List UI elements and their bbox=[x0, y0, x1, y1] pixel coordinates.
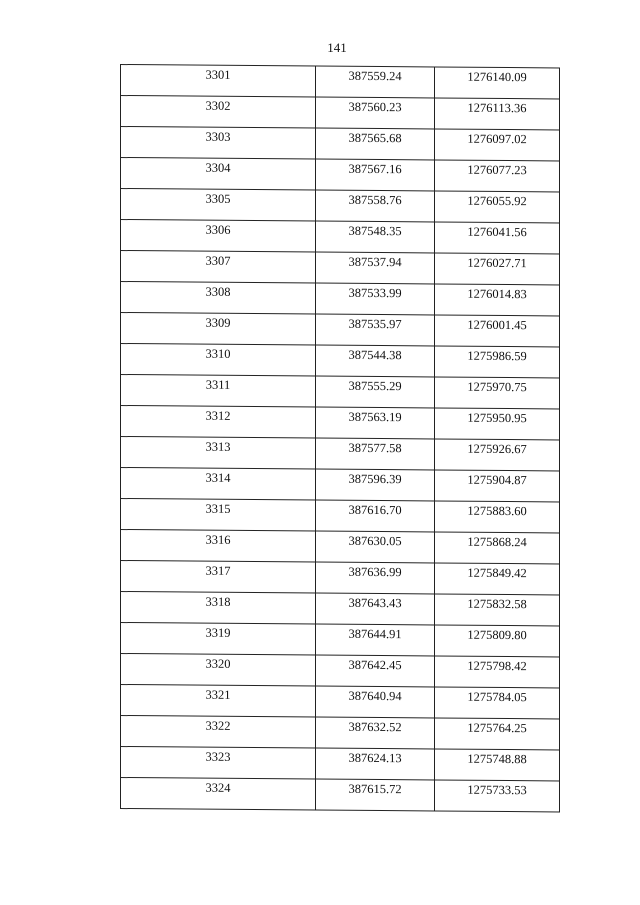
x-coordinate-cell bbox=[316, 190, 435, 222]
table-row bbox=[121, 747, 560, 781]
point-id-cell-text: 3302 bbox=[205, 98, 231, 113]
point-id-cell-text: 3311 bbox=[205, 377, 231, 392]
point-id-cell-text: 3319 bbox=[205, 625, 231, 640]
y-coordinate-cell bbox=[435, 687, 560, 719]
point-id-cell-text: 3323 bbox=[205, 749, 231, 764]
y-coordinate-cell-text: 1275764.25 bbox=[467, 720, 527, 736]
x-coordinate-cell bbox=[316, 779, 435, 811]
table-row bbox=[121, 344, 560, 378]
coordinates-table bbox=[120, 64, 560, 812]
point-id-cell bbox=[121, 220, 316, 253]
table-row bbox=[121, 592, 560, 626]
y-coordinate-cell bbox=[435, 625, 560, 657]
x-coordinate-cell-text: 387544.38 bbox=[348, 347, 402, 363]
y-coordinate-cell bbox=[435, 253, 560, 285]
point-id-cell bbox=[121, 127, 316, 160]
y-coordinate-cell bbox=[435, 129, 560, 161]
x-coordinate-cell-text: 387533.99 bbox=[348, 285, 402, 301]
y-coordinate-cell bbox=[435, 315, 560, 347]
point-id-cell-text: 3308 bbox=[205, 284, 231, 299]
y-coordinate-cell bbox=[435, 191, 560, 223]
point-id-cell-text: 3318 bbox=[205, 594, 231, 609]
point-id-cell-text: 3322 bbox=[205, 718, 231, 733]
y-coordinate-cell-text: 1275868.24 bbox=[467, 534, 527, 550]
x-coordinate-cell bbox=[316, 500, 435, 532]
point-id-cell-text: 3314 bbox=[205, 470, 231, 485]
y-coordinate-cell-text: 1275849.42 bbox=[467, 565, 527, 581]
x-coordinate-cell-text: 387615.72 bbox=[348, 781, 402, 797]
point-id-cell-text: 3310 bbox=[205, 346, 231, 361]
x-coordinate-cell-text: 387565.68 bbox=[348, 130, 402, 146]
page-number: 141 bbox=[327, 40, 347, 55]
table-row bbox=[121, 406, 560, 440]
point-id-cell bbox=[121, 251, 316, 284]
x-coordinate-cell bbox=[316, 717, 435, 749]
x-coordinate-cell-text: 387643.43 bbox=[348, 595, 402, 611]
x-coordinate-cell bbox=[316, 66, 435, 98]
x-coordinate-cell-text: 387559.24 bbox=[348, 68, 402, 84]
point-id-cell-text: 3316 bbox=[205, 532, 231, 547]
x-coordinate-cell bbox=[316, 345, 435, 377]
point-id-cell bbox=[121, 499, 316, 532]
x-coordinate-cell-text: 387558.76 bbox=[348, 192, 402, 208]
y-coordinate-cell bbox=[435, 470, 560, 502]
x-coordinate-cell-text: 387632.52 bbox=[348, 719, 402, 735]
point-id-cell bbox=[121, 592, 316, 625]
point-id-cell bbox=[121, 437, 316, 470]
x-coordinate-cell-text: 387596.39 bbox=[348, 471, 402, 487]
y-coordinate-cell-text: 1276014.83 bbox=[467, 286, 527, 302]
point-id-cell bbox=[121, 654, 316, 687]
y-coordinate-cell-text: 1275950.95 bbox=[467, 410, 527, 426]
point-id-cell-text: 3309 bbox=[205, 315, 231, 330]
table-row bbox=[121, 65, 560, 99]
x-coordinate-cell bbox=[316, 438, 435, 470]
x-coordinate-cell bbox=[316, 469, 435, 501]
x-coordinate-cell bbox=[316, 407, 435, 439]
x-coordinate-cell bbox=[316, 159, 435, 191]
x-coordinate-cell-text: 387630.05 bbox=[348, 533, 402, 549]
x-coordinate-cell bbox=[316, 655, 435, 687]
x-coordinate-cell-text: 387537.94 bbox=[348, 254, 402, 270]
y-coordinate-cell-text: 1276140.09 bbox=[467, 69, 527, 85]
y-coordinate-cell-text: 1275798.42 bbox=[467, 658, 527, 674]
point-id-cell-text: 3315 bbox=[205, 501, 231, 516]
coordinates-table-body bbox=[121, 65, 560, 812]
point-id-cell-text: 3307 bbox=[205, 253, 231, 268]
table-row bbox=[121, 220, 560, 254]
y-coordinate-cell-text: 1276027.71 bbox=[467, 255, 527, 271]
y-coordinate-cell-text: 1275970.75 bbox=[467, 379, 527, 395]
x-coordinate-cell bbox=[316, 686, 435, 718]
x-coordinate-cell-text: 387636.99 bbox=[348, 564, 402, 580]
point-id-cell bbox=[121, 468, 316, 501]
point-id-cell bbox=[121, 406, 316, 439]
x-coordinate-cell-text: 387555.29 bbox=[348, 378, 402, 394]
y-coordinate-cell bbox=[435, 408, 560, 440]
x-coordinate-cell bbox=[316, 562, 435, 594]
table-row bbox=[121, 654, 560, 688]
y-coordinate-cell bbox=[435, 67, 560, 99]
x-coordinate-cell-text: 387563.19 bbox=[348, 409, 402, 425]
point-id-cell bbox=[121, 313, 316, 346]
x-coordinate-cell-text: 387560.23 bbox=[348, 99, 402, 115]
point-id-cell bbox=[121, 561, 316, 594]
y-coordinate-cell bbox=[435, 563, 560, 595]
y-coordinate-cell-text: 1276113.36 bbox=[467, 100, 527, 116]
y-coordinate-cell-text: 1276001.45 bbox=[467, 317, 527, 333]
table-row bbox=[121, 96, 560, 130]
y-coordinate-cell bbox=[435, 284, 560, 316]
table-row bbox=[121, 530, 560, 564]
table-row bbox=[121, 375, 560, 409]
point-id-cell-text: 3320 bbox=[205, 656, 231, 671]
table-row bbox=[121, 158, 560, 192]
point-id-cell-text: 3303 bbox=[205, 129, 231, 144]
y-coordinate-cell bbox=[435, 656, 560, 688]
x-coordinate-cell bbox=[316, 314, 435, 346]
y-coordinate-cell-text: 1275883.60 bbox=[467, 503, 527, 519]
y-coordinate-cell-text: 1275809.80 bbox=[467, 627, 527, 643]
x-coordinate-cell bbox=[316, 221, 435, 253]
y-coordinate-cell-text: 1275926.67 bbox=[467, 441, 527, 457]
point-id-cell-text: 3301 bbox=[205, 67, 231, 82]
table-row bbox=[121, 251, 560, 285]
x-coordinate-cell-text: 387577.58 bbox=[348, 440, 402, 456]
x-coordinate-cell-text: 387642.45 bbox=[348, 657, 402, 673]
y-coordinate-cell bbox=[435, 346, 560, 378]
table-row bbox=[121, 623, 560, 657]
table-row bbox=[121, 716, 560, 750]
point-id-cell bbox=[121, 189, 316, 222]
x-coordinate-cell-text: 387567.16 bbox=[348, 161, 402, 177]
y-coordinate-cell bbox=[435, 439, 560, 471]
x-coordinate-cell-text: 387640.94 bbox=[348, 688, 402, 704]
y-coordinate-cell-text: 1276077.23 bbox=[467, 162, 527, 178]
point-id-cell-text: 3324 bbox=[205, 780, 231, 795]
point-id-cell-text: 3306 bbox=[205, 222, 231, 237]
point-id-cell bbox=[121, 716, 316, 749]
table-row bbox=[121, 313, 560, 347]
point-id-cell-text: 3321 bbox=[205, 687, 231, 702]
y-coordinate-cell-text: 1276055.92 bbox=[467, 193, 527, 209]
point-id-cell bbox=[121, 747, 316, 780]
table-row bbox=[121, 127, 560, 161]
y-coordinate-cell bbox=[435, 501, 560, 533]
point-id-cell bbox=[121, 158, 316, 191]
x-coordinate-cell-text: 387535.97 bbox=[348, 316, 402, 332]
x-coordinate-cell bbox=[316, 283, 435, 315]
y-coordinate-cell-text: 1275832.58 bbox=[467, 596, 527, 612]
point-id-cell bbox=[121, 778, 316, 811]
table-row bbox=[121, 499, 560, 533]
y-coordinate-cell-text: 1275733.53 bbox=[467, 782, 527, 798]
point-id-cell-text: 3304 bbox=[205, 160, 231, 175]
point-id-cell bbox=[121, 65, 316, 98]
point-id-cell bbox=[121, 623, 316, 656]
x-coordinate-cell bbox=[316, 97, 435, 129]
y-coordinate-cell bbox=[435, 98, 560, 130]
point-id-cell-text: 3305 bbox=[205, 191, 231, 206]
x-coordinate-cell-text: 387616.70 bbox=[348, 502, 402, 518]
y-coordinate-cell-text: 1275904.87 bbox=[467, 472, 527, 488]
table-row bbox=[121, 468, 560, 502]
point-id-cell bbox=[121, 685, 316, 718]
y-coordinate-cell bbox=[435, 160, 560, 192]
table-row bbox=[121, 437, 560, 471]
point-id-cell bbox=[121, 96, 316, 129]
y-coordinate-cell bbox=[435, 594, 560, 626]
x-coordinate-cell bbox=[316, 748, 435, 780]
table-row bbox=[121, 189, 560, 223]
y-coordinate-cell-text: 1275986.59 bbox=[467, 348, 527, 364]
y-coordinate-cell-text: 1276041.56 bbox=[467, 224, 527, 240]
x-coordinate-cell bbox=[316, 593, 435, 625]
point-id-cell bbox=[121, 375, 316, 408]
y-coordinate-cell-text: 1275784.05 bbox=[467, 689, 527, 705]
point-id-cell-text: 3313 bbox=[205, 439, 231, 454]
x-coordinate-cell-text: 387624.13 bbox=[348, 750, 402, 766]
table-row bbox=[121, 778, 560, 812]
table-row bbox=[121, 685, 560, 719]
y-coordinate-cell bbox=[435, 532, 560, 564]
x-coordinate-cell bbox=[316, 252, 435, 284]
coordinates-table-container bbox=[120, 64, 558, 812]
table-row bbox=[121, 282, 560, 316]
point-id-cell bbox=[121, 344, 316, 377]
point-id-cell bbox=[121, 282, 316, 315]
y-coordinate-cell bbox=[435, 222, 560, 254]
x-coordinate-cell bbox=[316, 128, 435, 160]
point-id-cell-text: 3312 bbox=[205, 408, 231, 423]
point-id-cell-text: 3317 bbox=[205, 563, 231, 578]
y-coordinate-cell-text: 1276097.02 bbox=[467, 131, 527, 147]
x-coordinate-cell bbox=[316, 376, 435, 408]
x-coordinate-cell-text: 387548.35 bbox=[348, 223, 402, 239]
y-coordinate-cell bbox=[435, 377, 560, 409]
x-coordinate-cell-text: 387644.91 bbox=[348, 626, 402, 642]
x-coordinate-cell bbox=[316, 531, 435, 563]
y-coordinate-cell-text: 1275748.88 bbox=[467, 751, 527, 767]
y-coordinate-cell bbox=[435, 718, 560, 750]
point-id-cell bbox=[121, 530, 316, 563]
x-coordinate-cell bbox=[316, 624, 435, 656]
table-row bbox=[121, 561, 560, 595]
y-coordinate-cell bbox=[435, 780, 560, 812]
y-coordinate-cell bbox=[435, 749, 560, 781]
